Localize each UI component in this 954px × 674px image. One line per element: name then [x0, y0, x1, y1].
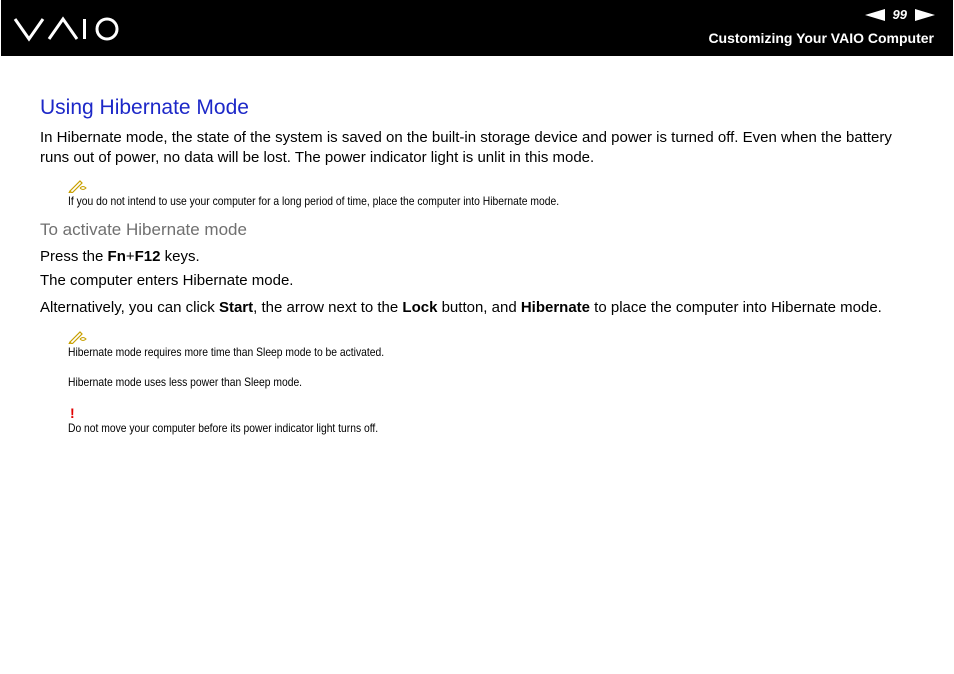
page-content [40, 95, 920, 436]
alt-text-3: button, and [437, 299, 521, 316]
alternative-paragraph [40, 298, 900, 318]
hibernate-label: Hibernate [520, 299, 591, 316]
page-header [1, 0, 953, 56]
start-label: Start [218, 299, 254, 316]
lock-label: Lock [402, 299, 438, 316]
note-text: Hibernate mode requires more time than Sleep mode to be activated. [68, 345, 385, 359]
warning-text: Do not move your computer before its power indicator light turns off. [68, 421, 379, 435]
step-text-end: keys. [160, 248, 200, 265]
plus-sign: + [125, 248, 135, 265]
pencil-note-icon [68, 179, 88, 193]
step-result: The computer enters Hibernate mode. [40, 272, 294, 289]
left-arrow-icon[interactable] [865, 9, 885, 21]
key-fn: Fn [107, 248, 126, 265]
exclamation-icon: ! [70, 405, 75, 421]
step-instruction [40, 247, 920, 267]
subheading: To activate Hibernate mode [40, 220, 247, 239]
alt-text-4: to place the computer into Hibernate mode. [590, 299, 882, 316]
section-title: Customizing Your VAIO Computer [708, 30, 934, 46]
note-text: If you do not intend to use your computer for a long period of time, place the computer into Hibernate mode. [68, 194, 560, 208]
page-title: Using Hibernate Mode [40, 96, 249, 119]
page-number: 99 [892, 7, 907, 22]
key-f12: F12 [134, 248, 161, 265]
note-text: Hibernate mode uses less power than Sleep mode. [68, 375, 303, 389]
vaio-logo [13, 16, 121, 42]
alt-text-1: Alternatively, you can click [40, 299, 219, 316]
right-arrow-icon[interactable] [915, 9, 935, 21]
alt-text-2: , the arrow next to the [253, 299, 403, 316]
pencil-note-icon [68, 330, 88, 344]
page-nav [865, 7, 935, 23]
intro-paragraph: In Hibernate mode, the state of the system is saved on the built-in storage device and power is turned off. Even when the battery runs out of power, no data will be lost. The power indicator light is unlit in this mode. [40, 129, 892, 166]
step-text: Press the [40, 248, 108, 265]
